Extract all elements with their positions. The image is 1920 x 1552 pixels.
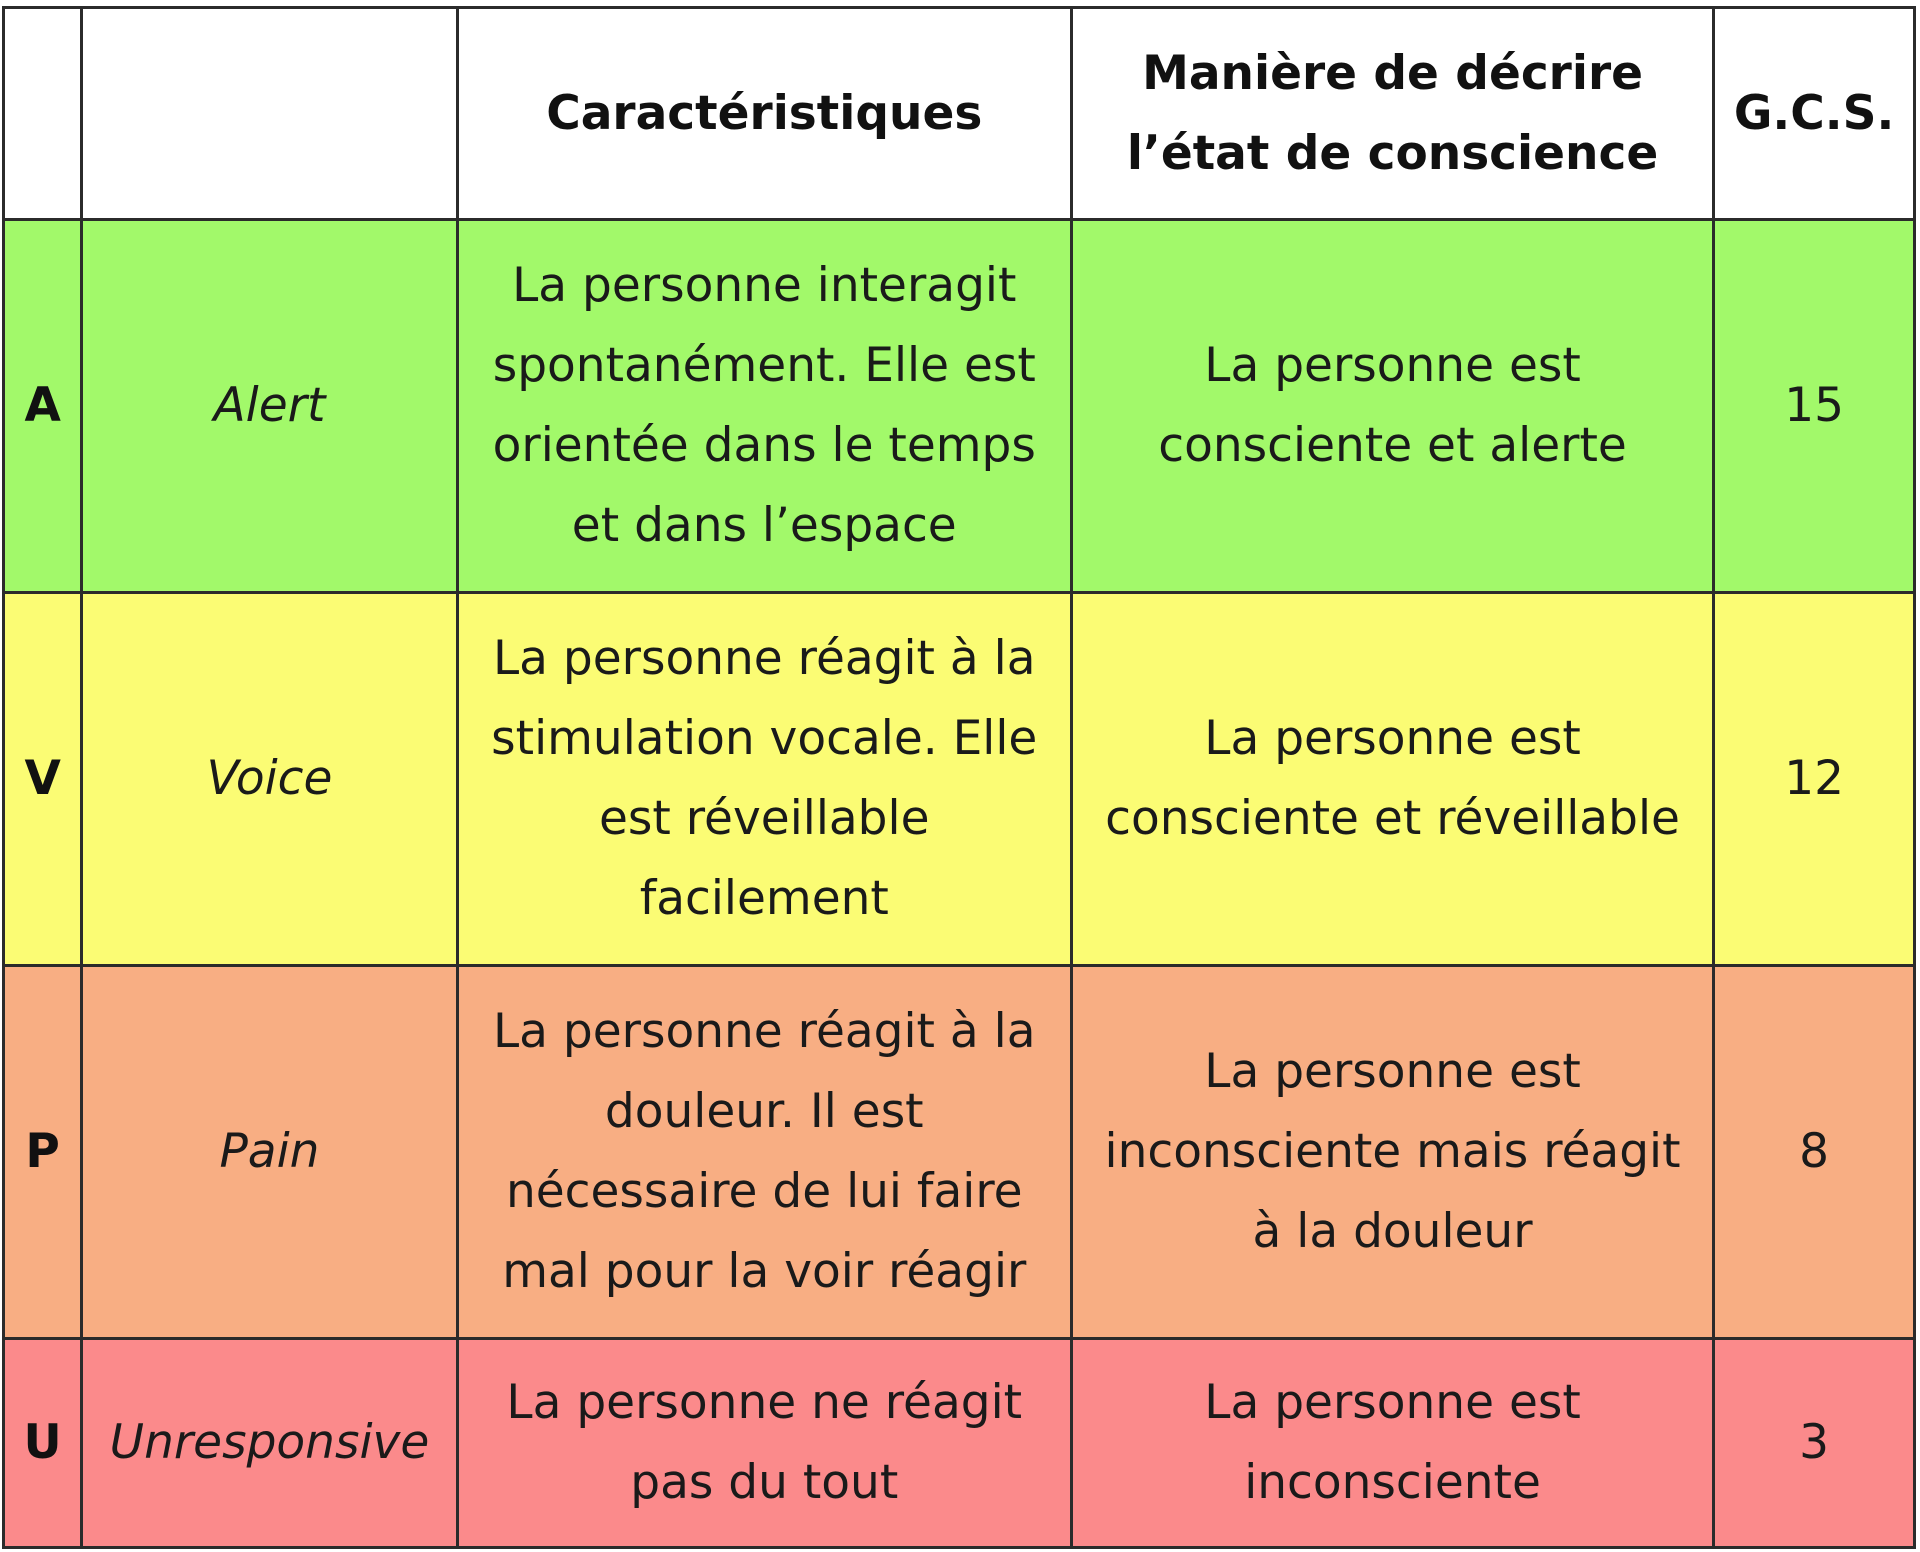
table-row-unresponsive [4,1339,1915,1548]
characteristics-cell: La personne interagit spontanément. Elle est orientée dans le temps et dans l’espace [457,220,1071,593]
description-cell: La personne est consciente et alerte [1071,220,1713,593]
header-description [1071,8,1713,220]
table-row-pain [4,966,1915,1339]
letter-cell: P [4,966,82,1339]
avpu-scale-table [2,6,1916,1549]
letter-cell: U [4,1339,82,1548]
characteristics-cell: La personne ne réagit pas du tout [457,1339,1071,1548]
level-name-cell: Unresponsive [82,1339,457,1548]
header-gcs: G.C.S. [1714,8,1915,220]
level-name-cell: Alert [82,220,457,593]
description-cell: La personne est inconsciente mais réagit à la douleur [1071,966,1713,1339]
header-name-cell [82,8,457,220]
gcs-score-cell: 3 [1714,1339,1915,1548]
description-cell: La personne est consciente et réveillable [1071,593,1713,966]
gcs-score-cell: 8 [1714,966,1915,1339]
header-letter-cell [4,8,82,220]
table-row-voice [4,593,1915,966]
gcs-score-cell: 12 [1714,593,1915,966]
characteristics-cell: La personne réagit à la douleur. Il est nécessaire de lui faire mal pour la voir réagir [457,966,1071,1339]
letter-cell: V [4,593,82,966]
characteristics-cell: La personne réagit à la stimulation vocale. Elle est réveillable facilement [457,593,1071,966]
header-row [4,8,1915,220]
level-name-cell: Pain [82,966,457,1339]
letter-cell: A [4,220,82,593]
gcs-score-cell: 15 [1714,220,1915,593]
table-row-alert [4,220,1915,593]
description-cell: La personne est inconsciente [1071,1339,1713,1548]
level-name-cell: Voice [82,593,457,966]
header-description-text: Manière de décrire l’état de conscience [1126,45,1659,181]
header-characteristics: Caractéristiques [457,8,1071,220]
